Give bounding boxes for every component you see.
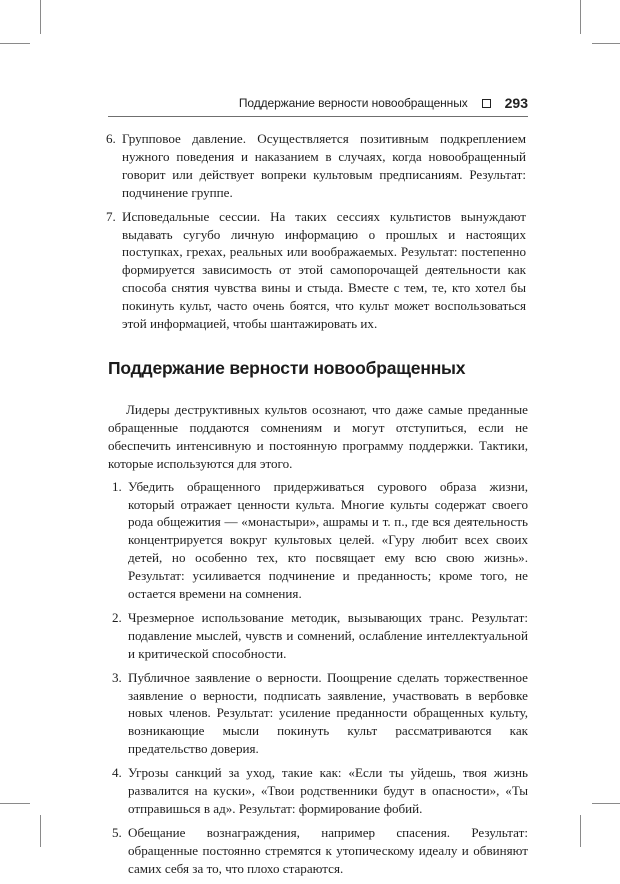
crop-mark-top-left-h — [0, 43, 30, 44]
list-item-number: 6. — [106, 131, 116, 146]
running-header — [108, 92, 528, 114]
book-page — [108, 92, 528, 884]
list-item — [112, 609, 528, 663]
continued-list — [108, 130, 528, 333]
list-item — [106, 208, 526, 333]
running-title: Поддержание верности новообращенных — [238, 96, 468, 110]
header-rule — [108, 116, 528, 117]
list-item-text: Исповедальные сессии. На таких сессиях культистов вынуждают выдавать сугубо личную информацию о прошлых и настоящих поступках, грехах, реальных или воображаемых. Результат: постепенно формируется зависимость от этой самопорочащей деятельности как способа снятия чувства вины и стыда. Вместе с тем, те, кто хотел бы покинуть культ, часто очень боятся, что культ может воспользоваться этой информацией, чтобы шантажировать их. — [122, 208, 526, 332]
crop-mark-top-left — [40, 0, 41, 34]
list-item-text: Групповое давление. Осуществляется позитивным подкреплением нужного поведения и наказанием в случаях, когда новообращенный говорит или действует вопреки культовым предписаниям. Результат: подчинение группе. — [122, 131, 526, 200]
list-item — [112, 824, 528, 878]
tactics-list — [112, 478, 528, 878]
list-item-text: Обещание вознаграждения, например спасения. Результат: обращенные постоянно стремятся к утопическому идеалу и обвиняют самих себя за то, что плохо стараются. — [128, 824, 528, 876]
list-item-number: 4. — [112, 765, 122, 781]
crop-mark-bottom-right — [580, 815, 581, 847]
list-item — [112, 478, 528, 603]
section-heading: Поддержание верности новообращенных — [108, 357, 466, 378]
crop-mark-bottom-left-h — [0, 803, 30, 804]
page-number: 293 — [504, 95, 528, 111]
list-item-number: 2. — [112, 609, 122, 625]
list-item-number: 3. — [112, 669, 122, 685]
list-item-text: Угрозы санкций за уход, такие как: «Если ты уйдешь, твоя жизнь развалится на куски», «Твои родственники будут в опасности», «Ты отправишься в ад». Результат: формирование фобий. — [128, 765, 528, 816]
list-item-number: 1. — [112, 478, 122, 494]
crop-mark-top-right — [580, 0, 581, 34]
crop-mark-top-right-h — [592, 43, 620, 44]
list-item-text: Чрезмерное использование методик, вызывающих транс. Результат: подавление мыслей, чувств и сомнений, ослабление интеллектуальной и критической способности. — [128, 609, 528, 661]
square-bullet-icon — [482, 99, 491, 108]
list-item — [112, 764, 528, 818]
list-item-number: 5. — [112, 824, 122, 840]
list-item — [112, 669, 528, 759]
list-item — [106, 130, 526, 202]
crop-mark-bottom-right-h — [592, 803, 620, 804]
list-item-text: Убедить обращенного придерживаться сурового образа жизни, который отражает ценности культа. Многие культы содержат своего рода общежития — «монастыри», ашрамы и т. п., где вся деятельность концентрируется вокруг культовых целей. «Гуру любит всех своих детей, но особенно тех, кто посвящает ему всю свою жизнь». Результат: усиливается подчинение и преданность; кроме того, не остается времени на сомнения. — [128, 478, 528, 602]
crop-mark-bottom-left — [40, 815, 41, 847]
section-intro: Лидеры деструктивных культов осознают, что даже самые преданные обращенные поддаются сомнениям и могут отступиться, если не обеспечить интенсивную и постоянную программу поддержки. Тактики, которые используются для этого. — [108, 401, 528, 471]
list-item-number: 7. — [106, 208, 116, 224]
list-item-text: Публичное заявление о верности. Поощрение сделать торжественное заявление о верности, подписать заявление, участвовать в вербовке новых членов. Результат: усиление преданности обращенных культу, возникающие мысли покинуть культ рассматриваются как предательство доверия. — [128, 669, 528, 757]
